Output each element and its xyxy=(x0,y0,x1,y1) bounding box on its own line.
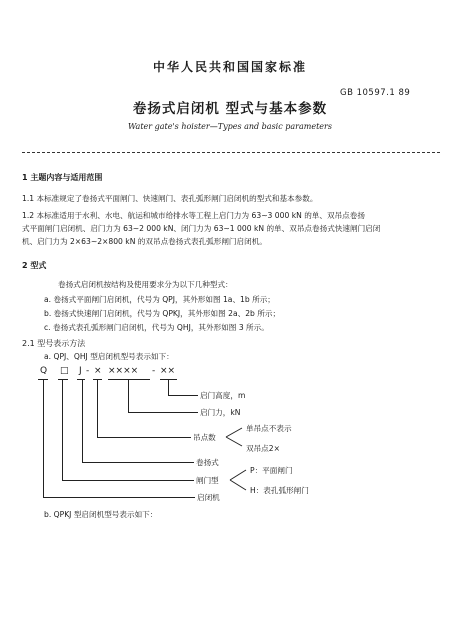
leader-force-h xyxy=(128,412,198,413)
section-2-intro: 卷扬式启闭机按结构及使用要求分为以下几种型式： xyxy=(58,280,233,289)
paragraph-1-2-line3: 机、启门力为 2×63~2×800 kN 的双吊点卷扬式表孔弧形闸门启闭机。 xyxy=(22,237,267,246)
section-2-1-heading: 2.1 型号表示方法 xyxy=(22,339,86,348)
code-points: × xyxy=(94,366,102,376)
code-gate-box: □ xyxy=(60,366,69,376)
brace-points-icon xyxy=(224,426,244,448)
leader-lift-h xyxy=(168,395,198,396)
paragraph-1-2-line2: 式平面闸门启闭机、启门力为 63~2 000 kN、闭门力为 63~1 000 kN 的单、双吊点卷扬式快速闸门启闭 xyxy=(22,224,381,233)
leader-winch-h xyxy=(82,462,194,463)
code-force: ×××× xyxy=(108,366,139,376)
standard-header: 中华人民共和国国家标准 xyxy=(152,60,307,74)
leader-hoist-v xyxy=(43,380,44,497)
code-underline-gate xyxy=(58,379,68,380)
brace-gate-icon xyxy=(228,468,248,492)
label-force: 启门力，kN xyxy=(200,408,241,417)
document-title-english: Water gate's hoister—Types and basic parameters xyxy=(128,122,332,131)
leader-points-h xyxy=(97,437,191,438)
section-2-heading: 2 型式 xyxy=(22,261,47,270)
label-lift-height: 启门高度，m xyxy=(200,391,246,400)
standard-number: GB 10597.1 89 xyxy=(340,88,411,98)
label-arc-gate: H：表孔弧形闸门 xyxy=(250,486,309,495)
code-dash-2: - xyxy=(152,366,156,376)
code-underline-j xyxy=(77,379,85,380)
label-single-point: 单吊点不表示 xyxy=(246,424,292,433)
header-divider xyxy=(22,152,440,153)
code-j: J xyxy=(79,366,82,376)
code-dash-1: - xyxy=(86,366,90,376)
code-q: Q xyxy=(40,366,48,376)
list-item-c: c. 卷扬式表孔弧形闸门启闭机，代号为 QHJ，其外形如图 3 所示。 xyxy=(44,323,269,332)
label-plane-gate: P：平面闸门 xyxy=(250,466,293,475)
document-title: 卷扬式启闭机 型式与基本参数 xyxy=(132,101,328,117)
code-underline-force xyxy=(108,379,150,380)
leader-winch-v xyxy=(82,380,83,462)
label-winch-type: 卷扬式 xyxy=(196,458,219,467)
label-lifting-points: 吊点数 xyxy=(193,433,216,442)
label-double-point: 双吊点2× xyxy=(246,444,280,453)
leader-hoist-h xyxy=(43,497,195,498)
model-item-a: a. QPJ、QHJ 型启闭机型号表示如下： xyxy=(44,352,174,361)
leader-gate-h xyxy=(62,480,194,481)
leader-force-v xyxy=(128,380,129,412)
paragraph-1-2-line1: 1.2 本标准适用于水利、水电、航运和城市给排水等工程上启门力为 63~3 000 kN 的单、双吊点卷扬 xyxy=(22,211,365,220)
leader-gate-v xyxy=(62,380,63,480)
model-item-b: b. QPKJ 型启闭机型号表示如下： xyxy=(44,510,158,519)
leader-points-v xyxy=(97,380,98,437)
leader-lift-v xyxy=(168,380,169,395)
label-hoist: 启闭机 xyxy=(197,493,220,502)
paragraph-1-1: 1.1 本标准规定了卷扬式平面闸门、快速闸门、表孔弧形闸门启闭机的型式和基本参数。 xyxy=(22,194,318,203)
code-lift: ×× xyxy=(160,366,176,376)
list-item-a: a. 卷扬式平面闸门启闭机，代号为 QPJ，其外形如图 1a、1b 所示； xyxy=(44,295,275,304)
list-item-b: b. 卷扬式快速闸门启闭机，代号为 QPKJ，其外形如图 2a、2b 所示； xyxy=(44,309,281,318)
section-1-heading: 1 主题内容与适用范围 xyxy=(22,173,103,182)
label-gate-type: 闸门型 xyxy=(196,476,219,485)
